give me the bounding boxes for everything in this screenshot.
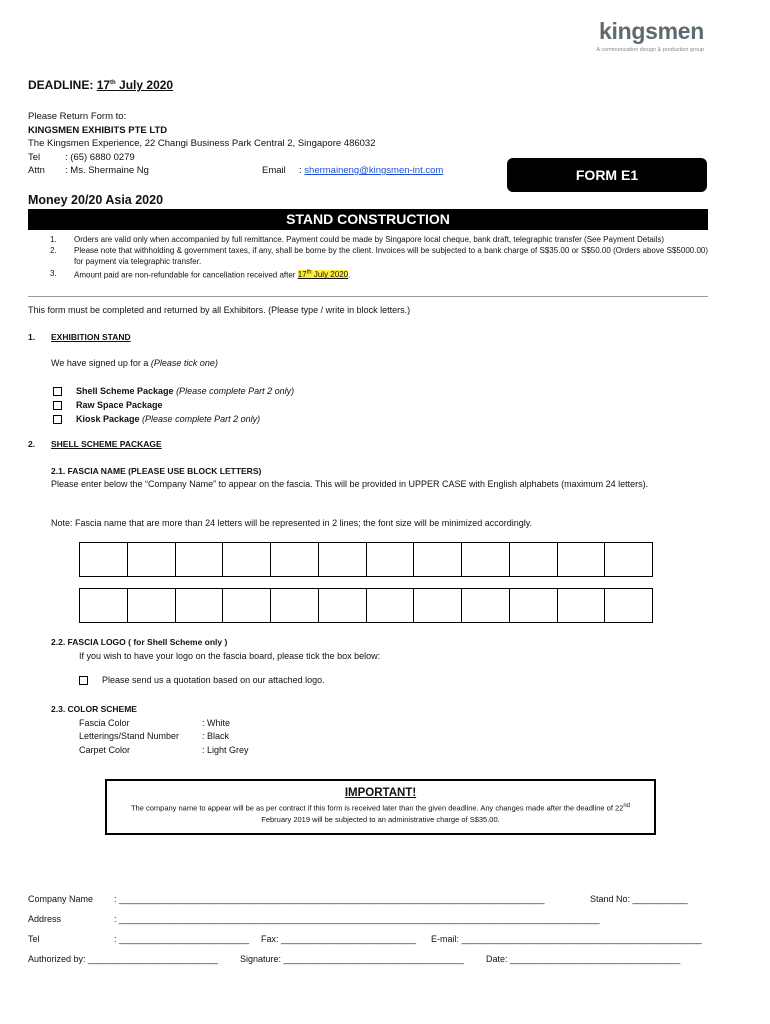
deadline-date: 17th July 2020 [96,78,174,92]
letter-box[interactable] [558,543,606,576]
signature-field[interactable]: Signature: ____________________________________ [240,954,464,964]
section-2-heading: 2. SHELL SCHEME PACKAGE [28,439,162,449]
checkbox[interactable] [53,387,62,396]
fascia-letter-grid-row-2[interactable] [79,588,653,623]
fascia-name-instructions: Please enter below the “Company Name” to appear on the fascia. This will be provided in UPPER CASE with English alphabets (maximum 24 letters). [51,479,649,489]
letter-box[interactable] [223,589,271,622]
tel-field[interactable]: : __________________________ [114,934,250,944]
color-scheme-heading: 2.3. COLOR SCHEME [51,704,137,714]
event-title: Money 20/20 Asia 2020 [28,193,164,207]
quotation-label: Please send us a quotation based on our attached logo. [102,675,325,685]
fascia-name-section [51,465,709,491]
checkbox[interactable] [53,415,62,424]
letter-box[interactable] [414,543,462,576]
table-row: Carpet Color : Light Grey [79,744,249,755]
email-field[interactable]: E-mail: ________________________________________________ [431,934,702,944]
fascia-name-heading: 2.1. FASCIA NAME (PLEASE USE BLOCK LETTERS) [51,466,262,476]
return-company: KINGSMEN EXHIBITS PTE LTD [28,124,168,136]
fascia-logo-heading: 2.2. FASCIA LOGO ( for Shell Scheme only ) [51,637,228,647]
letter-box[interactable] [128,543,176,576]
deadline [28,78,173,92]
logo-tagline: A communication design & production group [596,47,704,53]
letter-box[interactable] [367,543,415,576]
quotation-checkbox-row[interactable] [79,675,325,685]
table-row: Fascia Color : White [79,717,231,728]
company-name-label: Company Name [28,894,94,904]
fascia-logo-instructions: If you wish to have your logo on the fascia board, please tick the box below: [79,651,381,661]
fascia-logo-section [51,635,380,663]
table-row: Letterings/Stand Number : Black [79,731,230,741]
fascia-letter-grid-row-1[interactable] [79,542,653,577]
company-name-field[interactable]: : _____________________________________________________________________________________ [114,894,545,904]
section-title-bar: STAND CONSTRUCTION [28,209,708,230]
term-item: 2. Please note that withholding & government taxes, if any, shall be borne by the client. Invoices will be subjected to a bank charge of S$35.00 or S$50.00 (Orders above S$5000.00) for payment via telegraphic transfer. [50,246,708,267]
letter-box[interactable] [462,589,510,622]
letter-box[interactable] [462,543,510,576]
email-link[interactable]: shermaineng@kingsmen-int.com [304,165,444,176]
form-id-badge: FORM E1 [507,158,707,192]
color-scheme-table [79,717,249,758]
term-item: 1. Orders are valid only when accompanied by full remittance. Payment could be made by Singapore local cheque, bank draft, telegraphic transfer (See Payment Details) [50,235,665,244]
letter-box[interactable] [319,543,367,576]
letter-box[interactable] [367,589,415,622]
address-field[interactable]: : ________________________________________________________________________________________________ [114,914,600,924]
fascia-note: Note: Fascia name that are more than 24 letters will be represented in 2 lines; the font size will be minimized accordingly. [51,518,533,528]
terms-list [50,234,708,280]
highlighted-date: 17th July 2020 [297,269,349,280]
letter-box[interactable] [176,589,224,622]
return-tel: Tel : (65) 6880 0279 [28,151,135,163]
fax-field[interactable]: Fax: ___________________________ [261,934,417,944]
return-address-block [28,110,443,178]
letter-box[interactable] [176,543,224,576]
letter-box[interactable] [605,589,652,622]
letter-box[interactable] [558,589,606,622]
authorized-by-field[interactable]: Authorized by: __________________________ [28,954,219,964]
deadline-label: DEADLINE: [28,78,94,92]
option-shell-scheme[interactable]: Shell Scheme Package (Please complete Part 2 only) [53,384,294,398]
color-scheme-section [51,703,249,757]
letter-box[interactable] [271,543,319,576]
divider [28,296,708,297]
letter-box[interactable] [605,543,652,576]
logo-wordmark: kingsmen [599,18,704,44]
important-box [105,779,656,835]
kingsmen-logo [596,18,704,53]
checkbox[interactable] [53,401,62,410]
address-label: Address [28,914,62,924]
tel-label: Tel [28,934,40,944]
important-title: IMPORTANT! [344,787,417,799]
option-kiosk[interactable]: Kiosk Package (Please complete Part 2 only) [53,412,294,426]
return-instruction: Please Return Form to: [28,111,127,122]
term-item: 3. Amount paid are non-refundable for cancellation received after 17th July 2020. [50,268,351,280]
letter-box[interactable] [223,543,271,576]
checkbox[interactable] [79,676,88,685]
letter-box[interactable] [80,543,128,576]
date-field[interactable]: Date: __________________________________ [486,954,681,964]
return-address: The Kingsmen Experience, 22 Changi Business Park Central 2, Singapore 486032 [28,138,376,149]
signed-up-text: We have signed up for a (Please tick one) [51,358,218,368]
important-body: The company name to appear will be as per contract if this form is received later than the given deadline. Any changes made after the deadline of 22nd February 2019 will be subjected to an administrative charge of S$35.00. [130,803,631,824]
stand-no-field[interactable]: Stand No: ___________ [590,894,688,904]
return-attn: Attn : Ms. Shermaine Ng Email : shermaineng@kingsmen-int.com [28,165,444,176]
letter-box[interactable] [510,589,558,622]
letter-box[interactable] [80,589,128,622]
letter-box[interactable] [414,589,462,622]
section-1-heading: 1. EXHIBITION STAND [28,332,131,342]
option-raw-space[interactable]: Raw Space Package [53,398,294,412]
intro-text: This form must be completed and returned by all Exhibitors. (Please type / write in block letters.) [28,305,411,315]
letter-box[interactable] [271,589,319,622]
letter-box[interactable] [319,589,367,622]
package-options [53,384,294,426]
letter-box[interactable] [128,589,176,622]
letter-box[interactable] [510,543,558,576]
